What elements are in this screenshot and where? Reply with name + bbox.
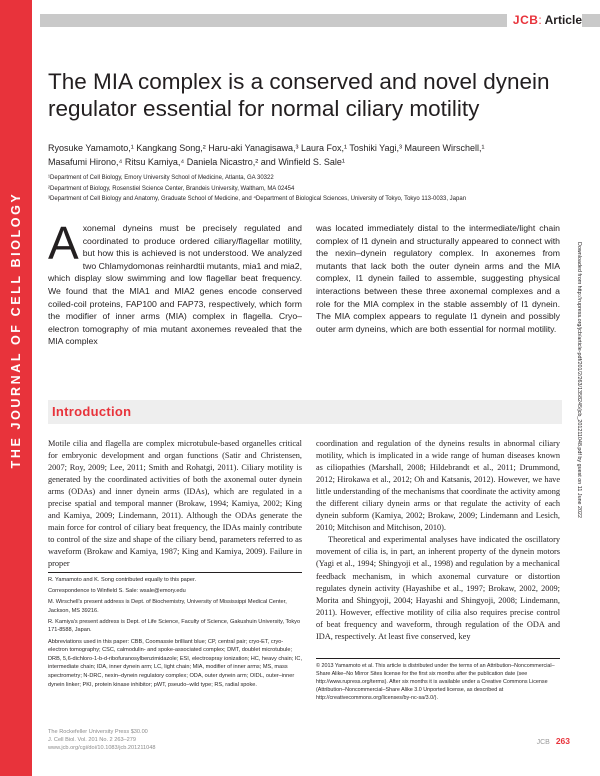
doi-link[interactable]: www.jcb.org/cgi/doi/10.1083/jcb.201211048 <box>48 745 156 751</box>
abstract-left <box>48 217 302 348</box>
license-notice: © 2013 Yamamoto et al. This article is distributed under the terms of an Attribution–Noncommercial–Share Alike–No Mirror Sites license for the first six months after the publication date (see http://www.rupress.org/terms). After six months it is available under a Creative Commons License (Attribution–Noncommercial–Share Alike 3.0 Unported license, as described at http://creativecommons.org/licenses/by-nc-sa/3.0/). <box>316 663 555 701</box>
introduction-heading: Introduction <box>52 404 132 419</box>
intro-column-right <box>316 438 560 643</box>
abstract-dropcap: A <box>48 217 79 269</box>
intro-paragraph: Motile cilia and flagella are complex microtubule-based organelles critical for embryonic development and organ functions (Satir and Christensen, 2007; Roy, 2009; Lee, 2011; Smith and Rohatgi, 2011). Ciliary motility is generated by the coordinated activities of both the axonemal outer dynein arms (ODAs) and inner dynein arms (IDAs), which are regulated in a precise spatial and temporal manner (Brokaw, 1994; Kamiya, 2002; King and Kamiya, 2009; Lindemann, 2011). Although the ODAs generate the main force for control of ciliary beat frequency, the IDAs mainly contribute to control of the size and shape of the ciliary bend, parameters referred to as waveform (Brokaw and Kamiya, 1987; King and Kamiya, 2009). Failure in proper <box>48 439 302 569</box>
affiliation: ¹Department of Cell Biology, Emory University School of Medicine, Atlanta, GA 30322 <box>48 175 274 181</box>
footnote-rule <box>48 572 302 573</box>
download-watermark: Downloaded from http://rupress.org/jcb/article-pdf/201/2/263/1358245/jcb_201211048.pdf by guest on 11 June 2022 <box>576 241 582 519</box>
footnote: R. Yamamoto and K. Song contributed equally to this paper. <box>48 577 197 583</box>
journal-sidebar <box>0 0 32 776</box>
intro-column-left <box>48 438 302 571</box>
author-line: Masafumi Hirono,⁴ Ritsu Kamiya,⁴ Daniela Nicastro,² and Winfield S. Sale¹ <box>48 156 345 167</box>
author-list <box>48 142 558 169</box>
abstract-right: was located immediately distal to the intermediate/light chain complex of I1 dynein and structurally appeared to connect with the nexin–dynein regulatory complex. In axonemes from mutants that lack both the outer dynein arms and the MIA complex, I1 dynein failed to assemble, suggesting physical interactions between these three axonemal complexes and a role for the MIA complex in the stable assembly of I1 dynein. The MIA complex appears to regulate I1 dynein and possibly outer arm dyneins, which are both essential for normal motility. <box>316 223 560 334</box>
footnote: R. Kamiya's present address is Dept. of Life Science, Faculty of Science, Gakushuin University, Tokyo 171-8588, Japan. <box>48 618 301 634</box>
citation-line: J. Cell Biol. Vol. 201 No. 2 263–279 <box>48 737 137 743</box>
abstract-text-left: xonemal dyneins must be precisely regulated and coordinated to produce ordered ciliary/flagellar motility, but how this is achieved is not understood. We analyzed two Chlamydomonas reinhardtii mutants, mia1 and mia2, which display slow swimming and low flagellar beat frequency. We found that the MIA1 and MIA2 genes encode conserved coiled-coil proteins, FAP100 and FAP73, respectively, which form the modifier of inner arms (MIA) complex in flagella. Cryo–electron tomography of mia mutant axonemes revealed that the MIA complex <box>48 223 302 347</box>
journal-abbrev: JCB <box>512 13 539 27</box>
page-number: 263 <box>555 736 570 746</box>
footnote: M. Wirschell's present address is Dept. of Biochemistry, University of Mississippi Medical Center, Jackson, MS 39216. <box>48 599 287 614</box>
sidebar-journal-name: THE JOURNAL OF CELL BIOLOGY <box>9 191 23 469</box>
section-label: Article <box>544 13 582 27</box>
license-rule <box>316 658 560 659</box>
journal-separator: : <box>538 13 542 27</box>
footnotes <box>48 576 302 692</box>
article-title: The MIA complex is a conserved and novel dynein regulator essential for normal ciliary motility <box>48 69 550 121</box>
affiliation: ²Department of Biology, Rosenstiel Science Center, Brandeis University, Waltham, MA 02454 <box>48 185 295 192</box>
footnote: Abbreviations used in this paper: CBB, Coomassie brilliant blue; CP, central pair; cryo-ET, cryo-electron tomography; CSC, calmodulin- and spoke-associated complex; DMT, doublet microtubule; DRB, 5,6-dichloro-1-b-d-ribofuranosylbenzimidazole; ESI, electrospray ionization; HC, heavy chain; IC, intermediate chain; IDA, inner dynein arm; LC, light chain; MIA, modifier of inner arms; MS, mass spectrometry; N-DRC, nexin–dynein regulatory complex; ODA, outer dynein arm; OIDL, outer–inner dynein linker; PKI, protein kinase inhibitor; pWT, pseudo–wild type; RS, radial spoke. <box>48 638 303 688</box>
intro-paragraph: coordination and regulation of the dyneins results in abnormal ciliary motility, which is implicated in a wide range of human diseases known as ciliopathies (Marshall, 2008; Hildebrandt et al., 2011; Drummond, 2012; Hirokawa et al., 2012; Oh and Katsanis, 2012). However, we have little understanding of the mechanisms that coordinate the activity among the different ciliary dynein arms or that regulate the activity of each dynein subform (Kamiya, 2002; Brokaw, 2009; Lindemann and Lesich, 2010; Mitchison and Mitchison, 2010). <box>316 439 561 533</box>
publisher-line: The Rockefeller University Press $30.00 <box>48 729 148 735</box>
intro-paragraph: Theoretical and experimental analyses have indicated the oscillatory movement of cilia is, in part, an inherent property of the dynein motors (Yagi et al., 1994; Shingyoji et al., 1998) and regulation by a mechanical feedback mechanism, in which axonemal curvature or distortion regulates dynein activity (Hayashibe et al., 1997; Brokaw, 2002, 2009; Morita and Shingyoji, 2004; Hayashi and Shingyoji, 2008; Lindemann, 2011). However, effective motility of cilia also requires precise control of beat frequency and waveform, through regulation of the ODA and IDA, respectively. At least five conserved, key <box>316 535 560 641</box>
journal-section-tag <box>507 13 582 27</box>
page-footer <box>537 736 570 746</box>
affiliation: ³Department of Cell Biology and Anatomy, Graduate School of Medicine, and ⁴Department of Biological Sciences, University of Tokyo, Tokyo 113-0033, Japan <box>48 196 467 202</box>
affiliations <box>48 173 568 205</box>
author-line: Ryosuke Yamamoto,¹ Kangkang Song,² Haru-aki Yanagisawa,³ Laura Fox,¹ Toshiki Yagi,³ Maureen Wirschell,¹ <box>48 143 485 153</box>
publication-info <box>48 728 156 752</box>
footnote: Correspondence to Winfield S. Sale: wsale@emory.edu <box>48 588 186 595</box>
footer-journal: JCB <box>536 739 550 746</box>
